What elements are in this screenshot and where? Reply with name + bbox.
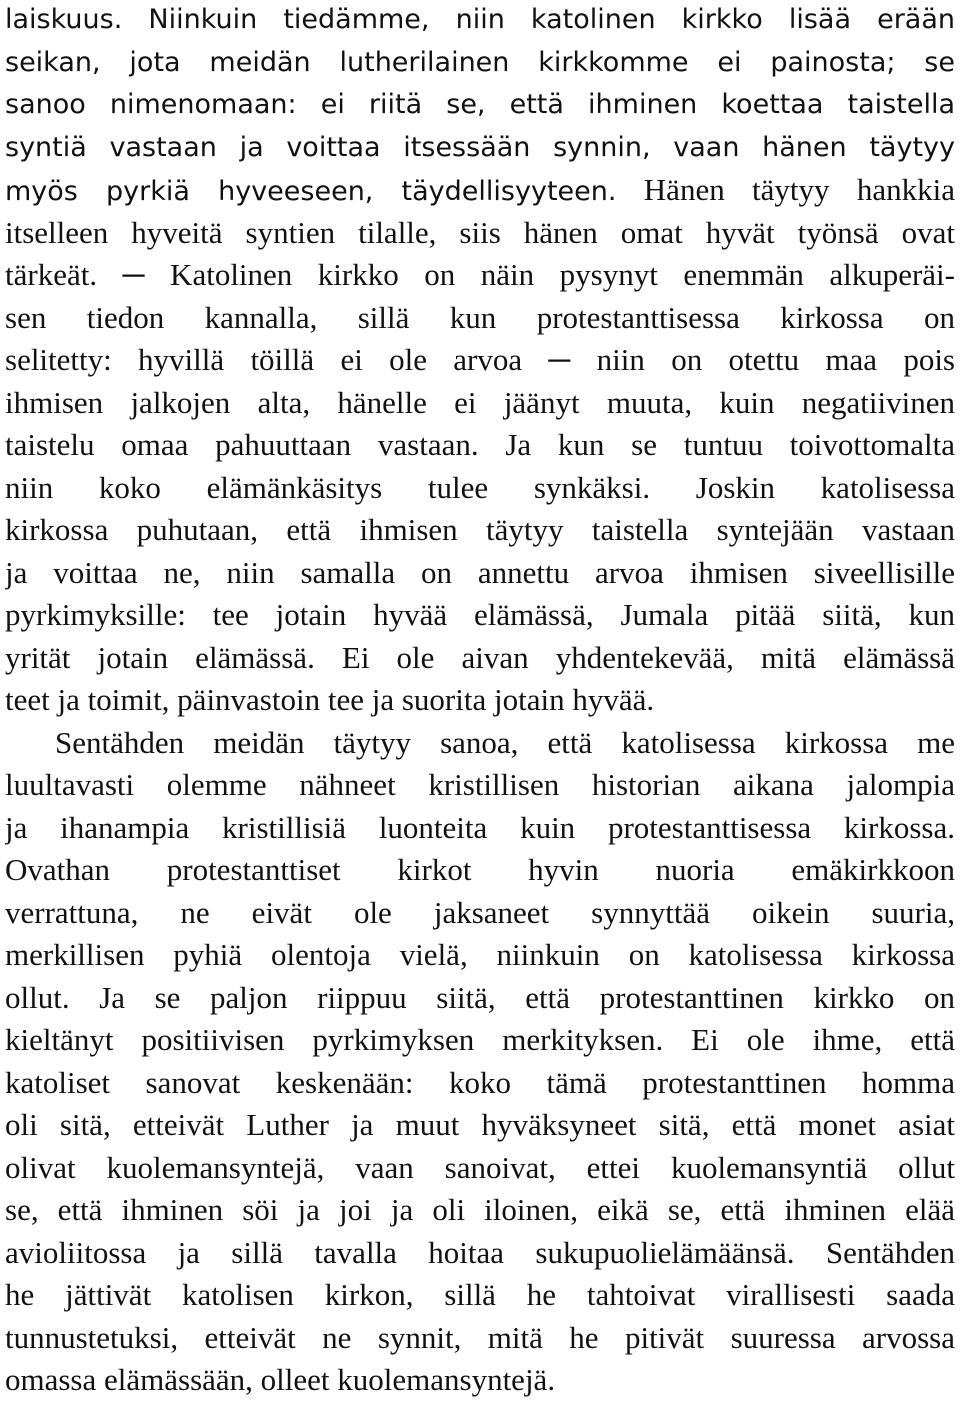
text-line: Sentähden meidän täytyy sanoa, että katolisessa kirkossa me	[55, 724, 955, 760]
text-line: ihmisen jalkojen alta, hänelle ei jäänyt muuta, kuin negatiivinen	[5, 384, 955, 420]
text-line: se, että ihminen söi ja joi ja oli iloinen, eikä se, että ihminen elää	[5, 1192, 955, 1227]
text-line: taistelu omaa pahuuttaan vastaan. Ja kun se tuntuu toivottomalta	[5, 427, 955, 462]
text-line: selitetty: hyvillä töillä ei ole arvoa ─ niin on otettu maa pois	[5, 342, 955, 377]
text-line: syntiä vastaan ja voittaa itsessään synnin, vaan hänen täytyy	[5, 131, 955, 163]
text-line: yrität jotain elämässä. Ei ole aivan yhdentekevää, mitä elämässä	[5, 639, 955, 675]
text-line: sen tiedon kannalla, sillä kun protestanttisessa kirkossa on	[5, 299, 955, 335]
text-line: merkillisen pyhiä olentoja vielä, niinkuin on katolisessa kirkossa	[5, 937, 955, 972]
text-line: ollut. Ja se paljon riippuu siitä, että protestanttinen kirkko on	[5, 979, 955, 1015]
text-line: teet ja toimit, päinvastoin tee ja suorita jotain hyvää.	[5, 682, 655, 717]
text-line-sans-part: myös pyrkiä hyveeseen, täydellisyyteen.	[5, 176, 617, 207]
text-line: sanoo nimenomaan: ei riitä se, että ihminen koettaa taistella	[5, 89, 955, 120]
text-line: kieltänyt positiivisen pyrkimyksen merkityksen. Ei ole ihme, että	[5, 1022, 955, 1057]
text-line: luultavasti olemme nähneet kristillisen historian aikana jalompia	[5, 767, 955, 802]
text-line: pyrkimyksille: tee jotain hyvää elämässä, Jumala pitää siitä, kun	[5, 597, 955, 632]
text-line: avioliitossa ja sillä tavalla hoitaa sukupuolielämäänsä. Sentähden	[5, 1234, 955, 1270]
text-line: Ovathan protestanttiset kirkot hyvin nuoria emäkirkkoon	[5, 852, 955, 887]
text-line: seikan, jota meidän lutherilainen kirkkomme ei painosta; se	[5, 46, 955, 78]
text-line: olivat kuolemansyntejä, vaan sanoivat, ettei kuolemansyntiä ollut	[5, 1149, 955, 1185]
text-line: laiskuus. Niinkuin tiedämme, niin katolinen kirkko lisää erään	[5, 4, 955, 35]
text-line: he jättivät katolisen kirkon, sillä he tahtoivat virallisesti saada	[5, 1277, 955, 1312]
text-line: kirkossa puhutaan, että ihmisen täytyy taistella syntejään vastaan	[5, 512, 955, 547]
text-line: tunnustetuksi, etteivät ne synnit, mitä he pitivät suuressa arvossa	[5, 1319, 955, 1355]
paragraph-1	[5, 0, 955, 722]
text-line: oli sitä, etteivät Luther ja muut hyväksyneet sitä, että monet asiat	[5, 1107, 955, 1142]
text-line: omassa elämässään, olleet kuolemansyntejä.	[5, 1362, 556, 1397]
text-line: niin koko elämänkäsitys tulee synkäksi. Joskin katolisessa	[5, 469, 955, 505]
text-line: katoliset sanovat keskenään: koko tämä protestanttinen homma	[5, 1064, 955, 1100]
paragraph-2	[5, 722, 955, 1402]
text-line: itselleen hyveitä syntien tilalle, siis hänen omat hyvät työnsä ovat	[5, 214, 955, 250]
text-line: tärkeät. ─ Katolinen kirkko on näin pysynyt enemmän alkuperäi-	[5, 257, 955, 292]
text-line	[5, 169, 955, 212]
text-line: verrattuna, ne eivät ole jaksaneet synnyttää oikein suuria,	[5, 894, 955, 930]
text-line-serif-part: Hänen täytyy hankkia	[643, 172, 955, 207]
text-line: ja voittaa ne, niin samalla on annettu arvoa ihmisen siveellisille	[5, 554, 955, 590]
text-line: ja ihanampia kristillisiä luonteita kuin protestanttisessa kirkossa.	[5, 809, 955, 845]
